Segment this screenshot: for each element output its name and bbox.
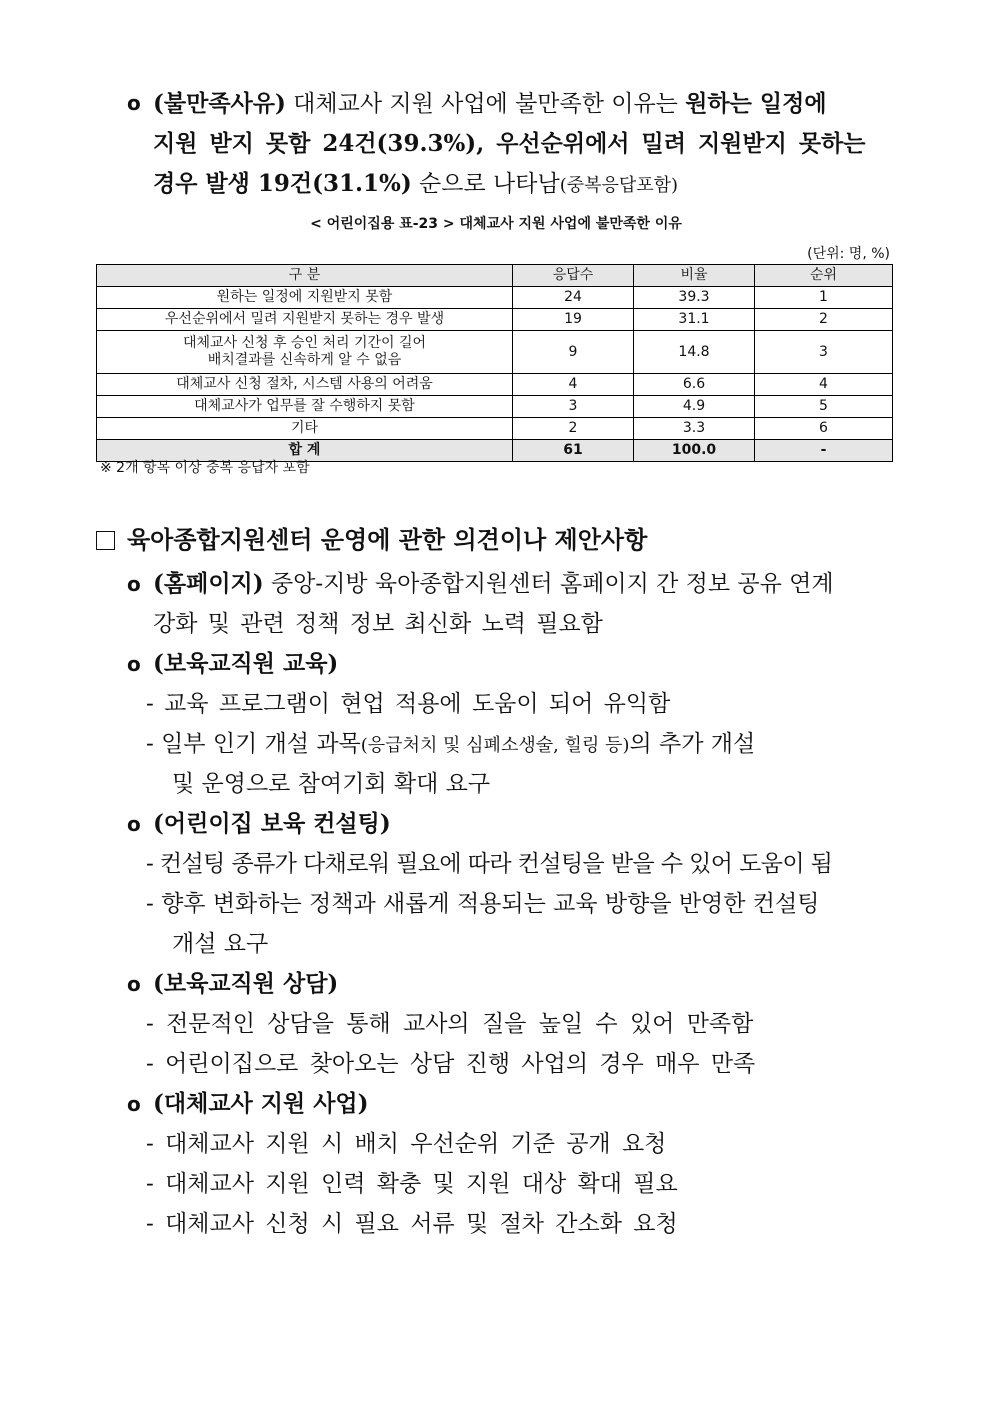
table-row (97, 287, 893, 309)
edu-item-1: - 교육 프로그램이 현업 적용에 도움이 되어 유익함 (146, 691, 671, 717)
row-count: 2 (513, 418, 634, 440)
row-ratio: 31.1 (634, 309, 755, 331)
counsel-item-2: - 어린이집으로 찾아오는 상담 진행 사업의 경우 매우 만족 (146, 1051, 756, 1077)
edu-item-2-a: - 일부 인기 개설 과목 (146, 731, 361, 757)
intro-emph-1: 원하는 일정에 (685, 90, 827, 117)
row-label: 기타 (97, 418, 513, 440)
table-note: ※ 2개 항목 이상 중복 응답자 포함 (100, 460, 310, 476)
row-label-line-2: 배치결과를 신속하게 알 수 없음 (207, 352, 402, 368)
edu-item-2-b: 의 추가 개설 (629, 731, 756, 757)
row-count: 24 (513, 287, 634, 309)
consult-item-1: - 컨설팅 종류가 다채로워 필요에 따라 컨설팅을 받을 수 있어 도움이 됨 (146, 851, 833, 877)
row-label: 원하는 일정에 지원받지 못함 (97, 287, 513, 309)
bullet-o: o (127, 1092, 141, 1116)
row-label (97, 331, 513, 374)
row-label: 우선순위에서 밀려 지원받지 못하는 경우 발생 (97, 309, 513, 331)
row-ratio: 6.6 (634, 374, 755, 396)
bullet-o: o (127, 812, 141, 836)
total-ratio: 100.0 (634, 440, 755, 462)
homepage-line-2: 강화 및 관련 정책 정보 최신화 노력 필요함 (153, 611, 603, 637)
row-count: 19 (513, 309, 634, 331)
total-count: 61 (513, 440, 634, 462)
intro-line-2: 지원 받지 못함 24건(39.3%), 우선순위에서 밀려 지원받지 못하는 (153, 130, 866, 157)
table-row (97, 309, 893, 331)
table-row (97, 418, 893, 440)
reasons-table (96, 264, 893, 462)
counsel-tag: (보육교직원 상담) (153, 970, 339, 997)
consult-item-2-b: 개설 요구 (172, 931, 269, 957)
row-label: 대체교사가 업무를 잘 수행하지 못함 (97, 396, 513, 418)
counsel-item-1: - 전문적인 상담을 통해 교사의 질을 높일 수 있어 만족함 (146, 1011, 754, 1037)
total-rank: - (755, 440, 893, 462)
row-rank: 1 (755, 287, 893, 309)
homepage-text-1: 중앙-지방 육아종합지원센터 홈페이지 간 정보 공유 연계 (263, 571, 834, 597)
row-ratio: 4.9 (634, 396, 755, 418)
header-rank: 순위 (755, 265, 893, 287)
homepage-tag: (홈페이지) (153, 570, 264, 597)
sub-tag: (대체교사 지원 사업) (153, 1090, 369, 1117)
bullet-o: o (127, 652, 141, 676)
intro-tag: (불만족사유) (153, 90, 286, 117)
bullet-o: o (127, 572, 141, 596)
checkbox-square-icon (96, 531, 115, 550)
row-count: 4 (513, 374, 634, 396)
row-rank: 4 (755, 374, 893, 396)
row-label: 대체교사 신청 절차, 시스템 사용의 어려움 (97, 374, 513, 396)
section-title-text: 육아종합지원센터 운영에 관한 의견이나 제안사항 (127, 526, 648, 554)
row-rank: 2 (755, 309, 893, 331)
row-ratio: 3.3 (634, 418, 755, 440)
header-category: 구 분 (97, 265, 513, 287)
table-row (97, 396, 893, 418)
bullet-o: o (127, 972, 141, 996)
homepage-line-1 (153, 564, 834, 604)
row-ratio: 14.8 (634, 331, 755, 374)
consult-tag: (어린이집 보육 컨설팅) (153, 810, 391, 837)
row-count: 9 (513, 331, 634, 374)
total-label: 합 계 (97, 440, 513, 462)
header-count: 응답수 (513, 265, 634, 287)
table-caption: < 어린이집용 표-23 > 대체교사 지원 사업에 불만족한 이유 (310, 216, 682, 232)
edu-item-2 (146, 724, 755, 766)
table-unit: (단위: 명, %) (807, 246, 890, 262)
edu-item-2-c: 및 운영으로 참여기회 확대 요구 (172, 771, 491, 797)
sub-item-1: - 대체교사 지원 시 배치 우선순위 기준 공개 요청 (146, 1131, 667, 1157)
intro-text-1: 대체교사 지원 사업에 불만족한 이유는 (285, 91, 686, 117)
intro-small: (중복응답포함) (559, 175, 679, 196)
consult-item-2: - 향후 변화하는 정책과 새롭게 적용되는 교육 방향을 반영한 컨설팅 (146, 891, 820, 917)
sub-item-3: - 대체교사 신청 시 필요 서류 및 절차 간소화 요청 (146, 1211, 678, 1237)
row-count: 3 (513, 396, 634, 418)
table-header-row (97, 265, 893, 287)
bullet-o: o (127, 91, 141, 115)
row-rank: 3 (755, 331, 893, 374)
intro-line-3 (153, 164, 678, 206)
row-label-line-1: 대체교사 신청 후 승인 처리 기간이 길어 (182, 335, 427, 351)
section-title (96, 522, 647, 558)
row-rank: 6 (755, 418, 893, 440)
row-rank: 5 (755, 396, 893, 418)
table-row (97, 374, 893, 396)
edu-tag: (보육교직원 교육) (153, 650, 339, 677)
intro-emph-2: 경우 발생 19건(31.1%) (153, 170, 412, 197)
intro-line-1 (153, 84, 827, 124)
table-row (97, 331, 893, 374)
edu-item-2-small: (응급처치 및 심폐소생술, 힐링 등) (360, 735, 630, 756)
header-ratio: 비율 (634, 265, 755, 287)
intro-text-2: 순으로 나타남 (411, 171, 560, 197)
sub-item-2: - 대체교사 지원 인력 확충 및 지원 대상 확대 필요 (146, 1171, 678, 1197)
row-ratio: 39.3 (634, 287, 755, 309)
